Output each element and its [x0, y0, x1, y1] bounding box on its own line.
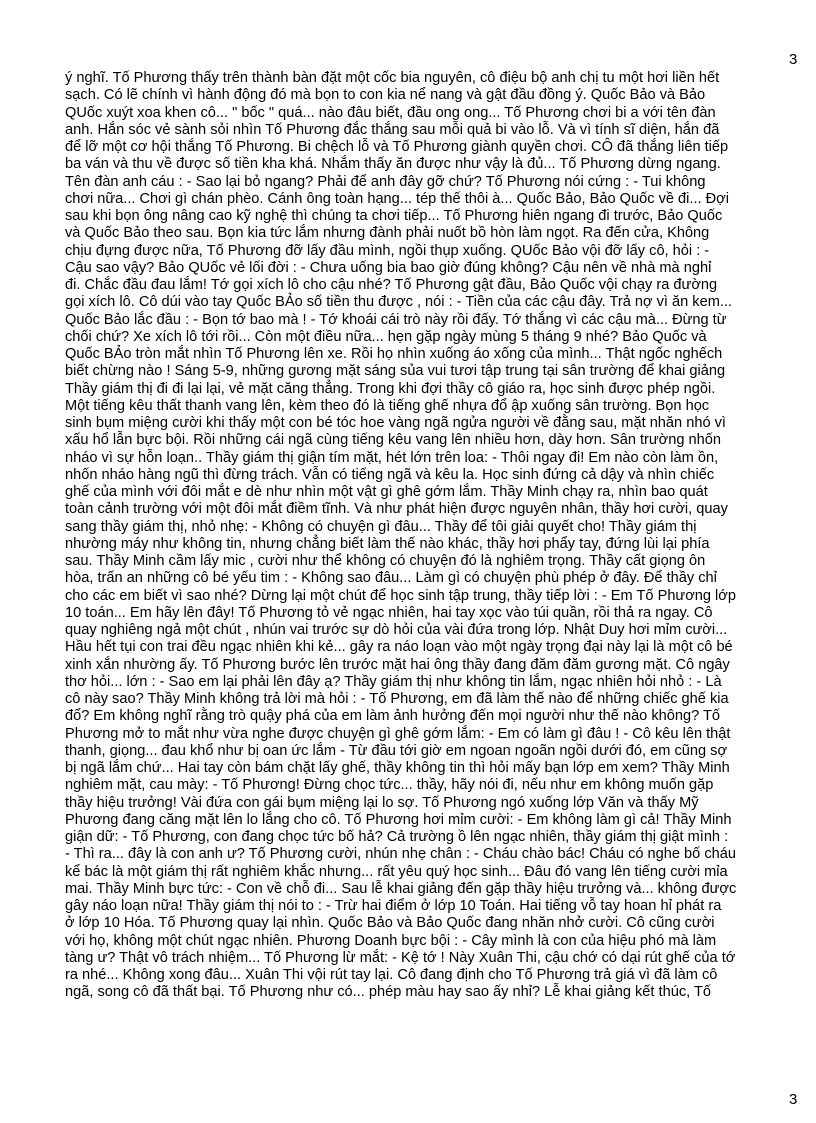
- text-line: chối chứ? Xe xích lô tới rồi... Còn một điều nữa... hẹn gặp ngày mùng 5 tháng 9 nhé? Bảo Quốc và: [65, 328, 707, 345]
- text-line: gây náo loạn nữa! Thầy giám thị nói to : - Trừ hai điểm ở lớp 10 Toán. Hai tiếng vỗ tay hoan hỉ phát ra: [65, 898, 722, 914]
- text-line: xinh xắn nhường ấy. Tố Phương bước lên trước mặt hai ông thầy đang đăm đăm gương mặt. Cô ngây: [65, 656, 730, 673]
- text-line: giận dữ: - Tố Phương, con đang chọc tức bố hả? Cả trường ồ lên ngạc nhiên, thầy giám thị giật mình :: [65, 829, 729, 845]
- text-line: nhường máy như không tin, nhưng chẳng biết làm thế nào khác, thầy hơi phẩy tay, đứng lùi lại phía: [65, 535, 710, 552]
- text-line: cô này sao? Thầy Minh không trả lời mà hỏi : - Tố Phương, em đã làm thế nào để những chiếc ghế kia: [65, 691, 729, 707]
- text-line: thầy hiệu trưởng! Vài đứa con gái bụm miệng lại lo sợ. Tố Phương ngó xuống lớp Văn và thấy Mỹ: [65, 794, 699, 811]
- text-line: ghế của mình với đôi mắt e dè như nhìn một vật gì ghê gớm lắm. Thầy Minh chạy ra, nhìn bao quát: [65, 484, 708, 500]
- text-line: với họ, không một chút ngạc nhiên. Phương Doanh bực bội : - Cây mình là con của hiệu phó mà làm: [65, 932, 717, 949]
- text-line: Phương đang căng mặt lên lo lắng cho cô. Tố Phương hơi mỉm cười: - Em không làm gì cả! Thầy Minh: [65, 811, 732, 828]
- text-line: xấu hổ lẫn bực bội. Rồi những cái ngã cùng tiếng kêu vang lên nhiều hơn, dày hơn. Sân trường nhốn: [65, 432, 721, 449]
- text-line: hòa, trấn an những cô bé yếu tim : - Không sao đâu... Làm gì có chuyện phù phép ở đây. Để thầy chỉ: [65, 570, 717, 587]
- text-line: sau khi bọn ông nâng cao kỹ nghệ thì chúng ta chơi tiếp... Tố Phương hiên ngang đi trước, Bảo Quốc: [65, 208, 723, 224]
- text-line: sạch. Có lẽ chính vì hành động đó mà bọn to con kia nể nang và gật đầu đồng ý. Quốc Bảo và Bảo: [65, 87, 706, 104]
- page-number-top: 3: [789, 51, 798, 68]
- text-line: anh. Hắn sóc vẻ sành sỏi nhìn Tố Phương đắc thắng sau mỗi quả bi vào lỗ. Và vì tính sĩ diện, hắn đã: [65, 121, 720, 138]
- text-line: chịu đựng được nữa, Tố Phương đỡ lấy đầu mình, ngồi thụp xuống. QUốc Bảo vội đỡ lấy cô, hỏi : -: [65, 242, 710, 259]
- text-line: Tên đàn anh cáu : - Sao lại bỏ ngang? Phải để anh đây gỡ chứ? Tố Phương nói cứng : - Tui không: [65, 173, 706, 190]
- text-line: - Thì ra... đây là con anh ư? Tố Phương cười, nhún nhẹ chân : - Cháu chào bác! Cháu có nghe bố cháu: [65, 846, 736, 863]
- text-line: kể bác là một giám thị rất nghiêm khắc nhưng... rất yêu quý học sinh... Đâu đó vang lên tiếng cười mỉa: [65, 863, 728, 880]
- text-line: bị ngã lắm chứ... Hai tay còn bám chặt lấy ghế, thầy không tin thì hỏi mấy bạn lớp em xem? Thầy Minh: [65, 760, 730, 776]
- text-line: ở lớp 10 Hóa. Tố Phương quay lại nhìn. Quốc Bảo và Bảo Quốc đang nhăn nhở cười. Cô cũng cười: [65, 915, 715, 932]
- text-line: ngã, song cô đã thất bại. Tố Phương như có... phép màu hay sao ấy nhỉ? Lễ khai giảng kết thúc, Tố: [65, 984, 711, 1001]
- text-line: biết chừng nào ! Sáng 5-9, những gương mặt sáng sủa vui tươi tập trung tại sân trường để khai giảng: [65, 363, 726, 380]
- text-line: cho các em biết vì sao nhé? Dừng lại một chút để học sinh tập trung, thầy tiếp lời : - Em Tố Phương lớp: [65, 587, 736, 604]
- page-number-bottom: 3: [789, 1091, 798, 1108]
- text-line: Hầu hết tụi con trai đều ngạc nhiên khi kẻ... gây ra náo loạn vào một ngày trọng đại này lại là một cô bé: [65, 639, 733, 656]
- text-line: quay nghiêng ngả một chút , nhún vai trước sự dò hỏi của vài đứa trong lớp. Nhật Duy hơi mỉm cười...: [65, 622, 728, 638]
- text-line: ba ván và thu về được số tiền kha khá. Nhắm thấy ăn được như vậy là đủ... Tố Phương dừng ngang.: [65, 156, 721, 173]
- text-line: sinh bụm miệng cười khi thấy một con bé tóc hoe vàng ngã ngửa người về đằng sau, mặt nhăn nhó vì: [65, 415, 726, 431]
- text-line: đi. Chắc đầu đau lắm! Tớ gọi xích lô cho cậu nhé? Tố Phương gật đầu, Bảo Quốc vội chạy ra đường: [65, 277, 718, 293]
- text-line: Quốc Bảo lắc đầu : - Bọn tớ bao mà ! - Tớ khoái cái trò này rồi đấy. Tớ thắng vì các cậu mà... Đừng từ: [65, 311, 727, 328]
- text-line: sang thầy giám thị, nhỏ nhẹ: - Không có chuyện gì đâu... Thầy để tôi giải quyết cho! Thầy giám thị: [65, 518, 697, 535]
- text-line: sau. Thầy Minh cầm lấy mic , cười như thể không có chuyện đó là nghiêm trọng. Thầy cất giọng ôn: [65, 553, 706, 569]
- text-line: nháo vì sự hỗn loạn.. Thầy giám thị giận tím mặt, hét lớn trên loa: - Thôi ngay đi! Em nào còn làm ồn,: [65, 449, 719, 466]
- text-line: 10 toán... Em hãy lên đây! Tố Phương tỏ vẻ ngạc nhiên, hai tay xọc vào túi quần, rồi thả ra ngay. Cô: [65, 604, 713, 621]
- text-line: để lỡ một cơ hội thắng Tố Phương. Bi chệch lỗ và Tố Phương giành quyền chơi. CÔ đã thắng liên tiếp: [65, 139, 729, 155]
- text-line: Cậu sao vậy? Bảo QUốc vẻ lối đời : - Chưa uống bia bao giờ đúng không? Cậu nên về nhà mà nghỉ: [65, 259, 712, 276]
- text-line: và Quốc Bảo theo sau. Bọn kia tức lắm nhưng đành phải nuốt bồ hòn làm ngọt. Ra đến cửa, Không: [65, 225, 710, 242]
- text-line: mai. Thầy Minh bực tức: - Con về chỗ đi... Sau lễ khai giảng đến gặp thầy hiệu trưởng và... không được: [65, 880, 737, 897]
- text-line: gọi xích lô. Cô dúi vào tay Quốc BẢo số tiền thu được , nói : - Tiền của các cậu đây. Trả nợ vì ăn kem...: [65, 294, 733, 311]
- text-line: QUốc xuýt xoa khen cô... " bốc " quá... nào đâu biết, đầu ong ong... Tố Phương chơi bi a với tên đàn: [65, 104, 716, 121]
- text-line: đổ? Em không nghĩ rằng trò quậy phá của em làm ảnh hưởng đến mọi người như thế nào không? Tố: [65, 708, 721, 725]
- text-line: tàng ư? Thật vô trách nhiệm... Tố Phương lừ mắt: - Kệ tớ ! Này Xuân Thi, cậu chớ có dại rút ghế của tớ: [65, 949, 736, 966]
- text-line: chơi nữa... Chơi gì chán phèo. Cánh ông toàn hạng... tép thế thôi à... Quốc Bảo, Bảo Quốc về đi... Đợi: [65, 190, 729, 207]
- text-line: thanh, giọng... đau khổ như bị oan ức lắm - Từ đầu tới giờ em ngoan ngoãn ngồi dưới đó, em cũng sợ: [65, 742, 728, 759]
- text-line: ý nghĩ. Tố Phương thấy trên thành bàn đặt một cốc bia nguyên, cô điệu bộ anh chị tu một hơi liền hết: [65, 70, 720, 86]
- text-line: nhốn nháo hàng ngũ thì đừng trách. Vẫn có tiếng ngã và kêu la. Học sinh đứng cả dậy và nhìn chiếc: [65, 466, 715, 483]
- text-line: Quốc BẢo tròn mắt nhìn Tố Phương lên xe. Rồi họ nhìn xuống áo xống của mình... Thật ngốc nghếch: [65, 346, 723, 362]
- text-line: toàn cảnh trường với một đôi mắt điềm tĩnh. Và như phát hiện được nguyên nhân, thầy hơi cười, quay: [65, 501, 728, 518]
- text-line: thơ hỏi... lớn : - Sao em lại phải lên đây ạ? Thầy giám thị như không tin lắm, ngạc nhiên hỏi nhỏ : - Là: [65, 673, 722, 690]
- text-line: Thầy giám thị đi đi lại lại, vẻ mặt căng thẳng. Trong khi đợi thầy cô giáo ra, học sinh được phép ngồi.: [65, 380, 716, 397]
- text-line: nghiêm mặt, cau mày: - Tố Phương! Đừng chọc tức... thầy, hãy nói đi, nếu như em không muốn gặp: [65, 777, 714, 794]
- text-line: Một tiếng kêu thất thanh vang lên, kèm theo đó là tiếng ghế nhựa đổ ập xuống sân trường. Bọn học: [65, 397, 710, 414]
- body-text: [65, 70, 800, 1002]
- text-line: ra nhé... Không xong đâu... Xuân Thi vội rút tay lại. Cô đang định cho Tố Phương trả giá vì đã làm cô: [65, 967, 718, 983]
- text-line: Phương mở to mắt như vừa nghe được chuyện gì ghê gớm lắm: - Em có làm gì đâu ! - Cô kêu lên thật: [65, 725, 731, 742]
